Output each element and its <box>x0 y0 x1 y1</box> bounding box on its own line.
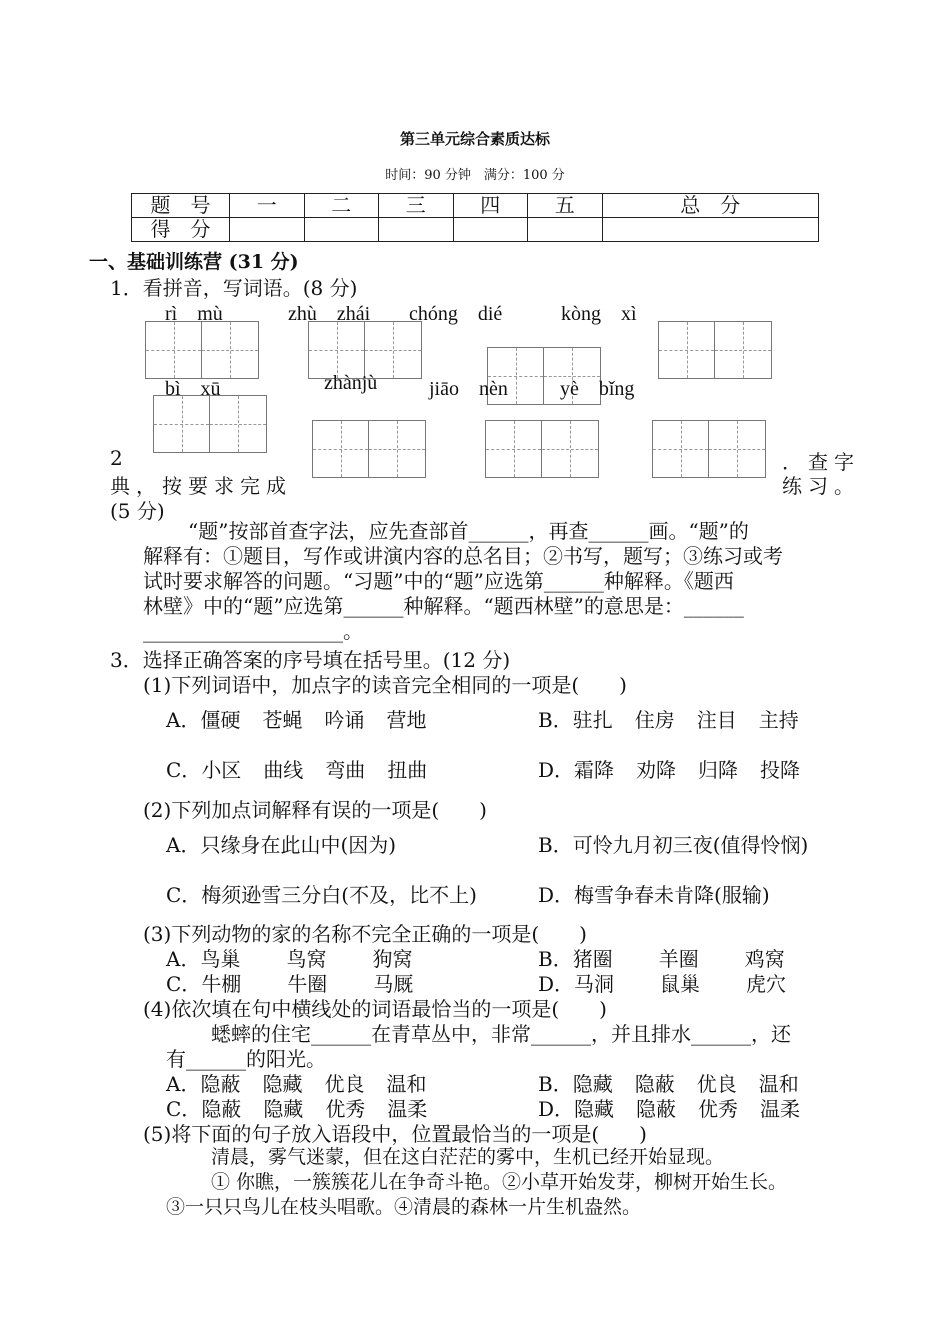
option-word: 劝降 <box>636 758 677 782</box>
score-cell: 题 号 <box>132 194 230 218</box>
option-word: 弯曲 <box>325 758 366 782</box>
option-word: 鸟巢 <box>200 947 241 971</box>
score-table-score-row <box>132 218 819 242</box>
page-title: 第三单元综合素质达标 <box>399 130 550 148</box>
section-heading: 一、基础训练营 (31 分) <box>89 251 299 273</box>
option-word: 投降 <box>760 758 801 782</box>
score-table-header-row <box>132 194 819 218</box>
option-word: 苍蝇 <box>262 708 303 732</box>
option-c[interactable]: C．梅须逊雪三分白(不及，比不上) <box>166 883 477 907</box>
q3-sub2-stem: (2)下列加点词解释有误的一项是( ) <box>143 798 487 822</box>
option-word: 牛棚 <box>201 972 242 996</box>
option-word: 优良 <box>696 1072 737 1096</box>
option-word: 吟诵 <box>324 708 365 732</box>
score-table <box>131 193 819 242</box>
option-word: 归降 <box>698 758 739 782</box>
option-letter: A． <box>166 1072 201 1096</box>
option-word: 隐蔽 <box>200 1072 241 1096</box>
option-letter: C． <box>166 1097 202 1121</box>
pinyin-label: jiāo nèn <box>429 378 508 400</box>
score-cell: 一 <box>230 194 305 218</box>
q3-sub1-stem: (1)下列词语中，加点字的读音完全相同的一项是( ) <box>143 673 627 697</box>
score-input-cell[interactable] <box>453 218 528 242</box>
writing-grid[interactable] <box>652 420 766 478</box>
option-word: 牛圈 <box>287 972 328 996</box>
pinyin-label: bì xū <box>165 378 221 400</box>
q1-prompt: 1．看拼音，写词语。(8 分) <box>110 276 358 300</box>
option-word: 狗窝 <box>372 947 413 971</box>
option-letter: C． <box>166 972 202 996</box>
option-a[interactable]: A．只缘身在此山中(因为) <box>166 833 397 857</box>
pinyin-label: zhù zhái <box>288 303 371 325</box>
option-word: 马厩 <box>373 972 414 996</box>
q3-sub3-stem: (3)下列动物的家的名称不完全正确的一项是( ) <box>143 922 587 946</box>
option-word: 注目 <box>696 708 737 732</box>
score-input-cell[interactable] <box>230 218 305 242</box>
q3-sub5-passage: 清晨，雾气迷蒙，但在这白茫茫的雾中，生机已经开始显现。 <box>211 1146 725 1168</box>
option-word: 温和 <box>386 1072 427 1096</box>
q2-text-line: ____________________。 <box>143 619 363 643</box>
option-letter: B． <box>538 1072 573 1096</box>
score-input-cell[interactable] <box>602 218 819 242</box>
q3-sub5-stem: (5)将下面的句子放入语段中，位置最恰当的一项是( ) <box>143 1122 647 1146</box>
option-word: 猪圈 <box>572 947 613 971</box>
option-word: 羊圈 <box>658 947 699 971</box>
pinyin-label: rì mù <box>165 303 223 325</box>
option-b[interactable]: B．可怜九月初三夜(值得怜悯) <box>538 833 809 857</box>
option-word: 虎穴 <box>746 972 787 996</box>
pinyin-label: kòng xì <box>561 303 637 325</box>
option-word: 营地 <box>386 708 427 732</box>
option-word: 温柔 <box>387 1097 428 1121</box>
option-word: 隐蔽 <box>634 1072 675 1096</box>
q2-number: 2 <box>110 446 123 470</box>
q3-sub4-line: 蟋蟀的住宅______在青草丛中，非常______，并且排水______，还 <box>211 1022 791 1046</box>
option-word: 小区 <box>201 758 242 782</box>
q3-sub4-stem: (4)依次填在句中横线处的词语最恰当的一项是( ) <box>143 997 607 1021</box>
option-word: 温和 <box>758 1072 799 1096</box>
option-letter: D． <box>538 758 575 782</box>
writing-grid[interactable] <box>145 321 259 379</box>
option-word: 隐藏 <box>263 1097 304 1121</box>
option-b[interactable] <box>538 704 821 733</box>
q2-label-right: 练习。 <box>782 474 860 498</box>
option-word: 驻扎 <box>572 708 613 732</box>
option-word: 主持 <box>758 708 799 732</box>
option-word: 僵硬 <box>200 708 241 732</box>
score-input-cell[interactable] <box>304 218 379 242</box>
option-word: 鸟窝 <box>286 947 327 971</box>
option-word: 鸡窝 <box>744 947 785 971</box>
q3-sub5-sentences: ① 你瞧，一簇簇花儿在争奇斗艳。②小草开始发芽，柳树开始生长。 <box>211 1171 788 1193</box>
q2-text-line: 解释有：①题目，写作或讲演内容的总名目；②书写，题写；③练习或考 <box>143 544 783 568</box>
option-word: 扭曲 <box>387 758 428 782</box>
score-input-cell[interactable] <box>528 218 603 242</box>
q2-label-right: ．查字 <box>782 450 860 474</box>
option-word: 优秀 <box>698 1097 739 1121</box>
option-d[interactable]: D．梅雪争春未肯降(服输) <box>538 883 770 907</box>
option-word: 住房 <box>634 708 675 732</box>
writing-grid[interactable] <box>658 321 772 379</box>
option-word: 隐藏 <box>262 1072 303 1096</box>
option-word: 曲线 <box>263 758 304 782</box>
q2-points: (5 分) <box>110 499 165 523</box>
option-letter: A． <box>166 947 201 971</box>
option-a[interactable] <box>166 704 448 733</box>
score-cell: 四 <box>453 194 528 218</box>
q2-text-line: “题”按部首查字法，应先查部首______，再查______画。“题”的 <box>188 519 749 543</box>
score-input-cell[interactable] <box>379 218 454 242</box>
q2-label: 典，按要求完成 <box>110 474 292 498</box>
option-word: 霜降 <box>574 758 615 782</box>
option-word: 优秀 <box>325 1097 366 1121</box>
option-letter: B． <box>538 708 573 732</box>
option-word: 隐藏 <box>574 1097 615 1121</box>
option-letter: D． <box>538 972 575 996</box>
q3-prompt: 3．选择正确答案的序号填在括号里。(12 分) <box>110 648 511 672</box>
writing-grid[interactable] <box>312 420 426 478</box>
option-word: 隐蔽 <box>636 1097 677 1121</box>
pinyin-label: yè bǐng <box>560 378 635 400</box>
score-cell: 得 分 <box>132 218 230 242</box>
pinyin-label: zhànjù <box>324 372 378 394</box>
option-letter: B． <box>538 947 573 971</box>
option-word: 马洞 <box>574 972 615 996</box>
option-word: 优良 <box>324 1072 365 1096</box>
score-cell: 总 分 <box>602 194 819 218</box>
option-letter: D． <box>538 1097 575 1121</box>
score-cell: 三 <box>379 194 454 218</box>
option-word: 温柔 <box>760 1097 801 1121</box>
q2-text-line: 试时要求解答的问题。“习题”中的“题”应选第______种解释。《题西 <box>143 569 734 593</box>
score-cell: 五 <box>528 194 603 218</box>
q3-sub4-line: 有______的阳光。 <box>166 1047 326 1071</box>
option-word: 鼠巢 <box>660 972 701 996</box>
page-subtitle: 时间：90 分钟 满分：100 分 <box>385 168 565 183</box>
option-letter: A． <box>166 708 201 732</box>
q3-sub5-sentences: ③一只只鸟儿在枝头唱歌。④清晨的森林一片生机盎然。 <box>166 1196 642 1218</box>
pinyin-label: chóng dié <box>409 303 503 325</box>
q2-text-line: 林壁》中的“题”应选第______种解释。“题西林壁”的意思是：______ <box>143 594 744 618</box>
option-letter: C． <box>166 758 202 782</box>
option-word: 隐藏 <box>572 1072 613 1096</box>
option-word: 隐蔽 <box>201 1097 242 1121</box>
writing-grid[interactable] <box>153 395 267 453</box>
option-d[interactable] <box>538 754 822 783</box>
writing-grid[interactable] <box>485 420 599 478</box>
score-cell: 二 <box>304 194 379 218</box>
writing-grid[interactable] <box>308 321 422 379</box>
option-c[interactable] <box>166 754 449 783</box>
